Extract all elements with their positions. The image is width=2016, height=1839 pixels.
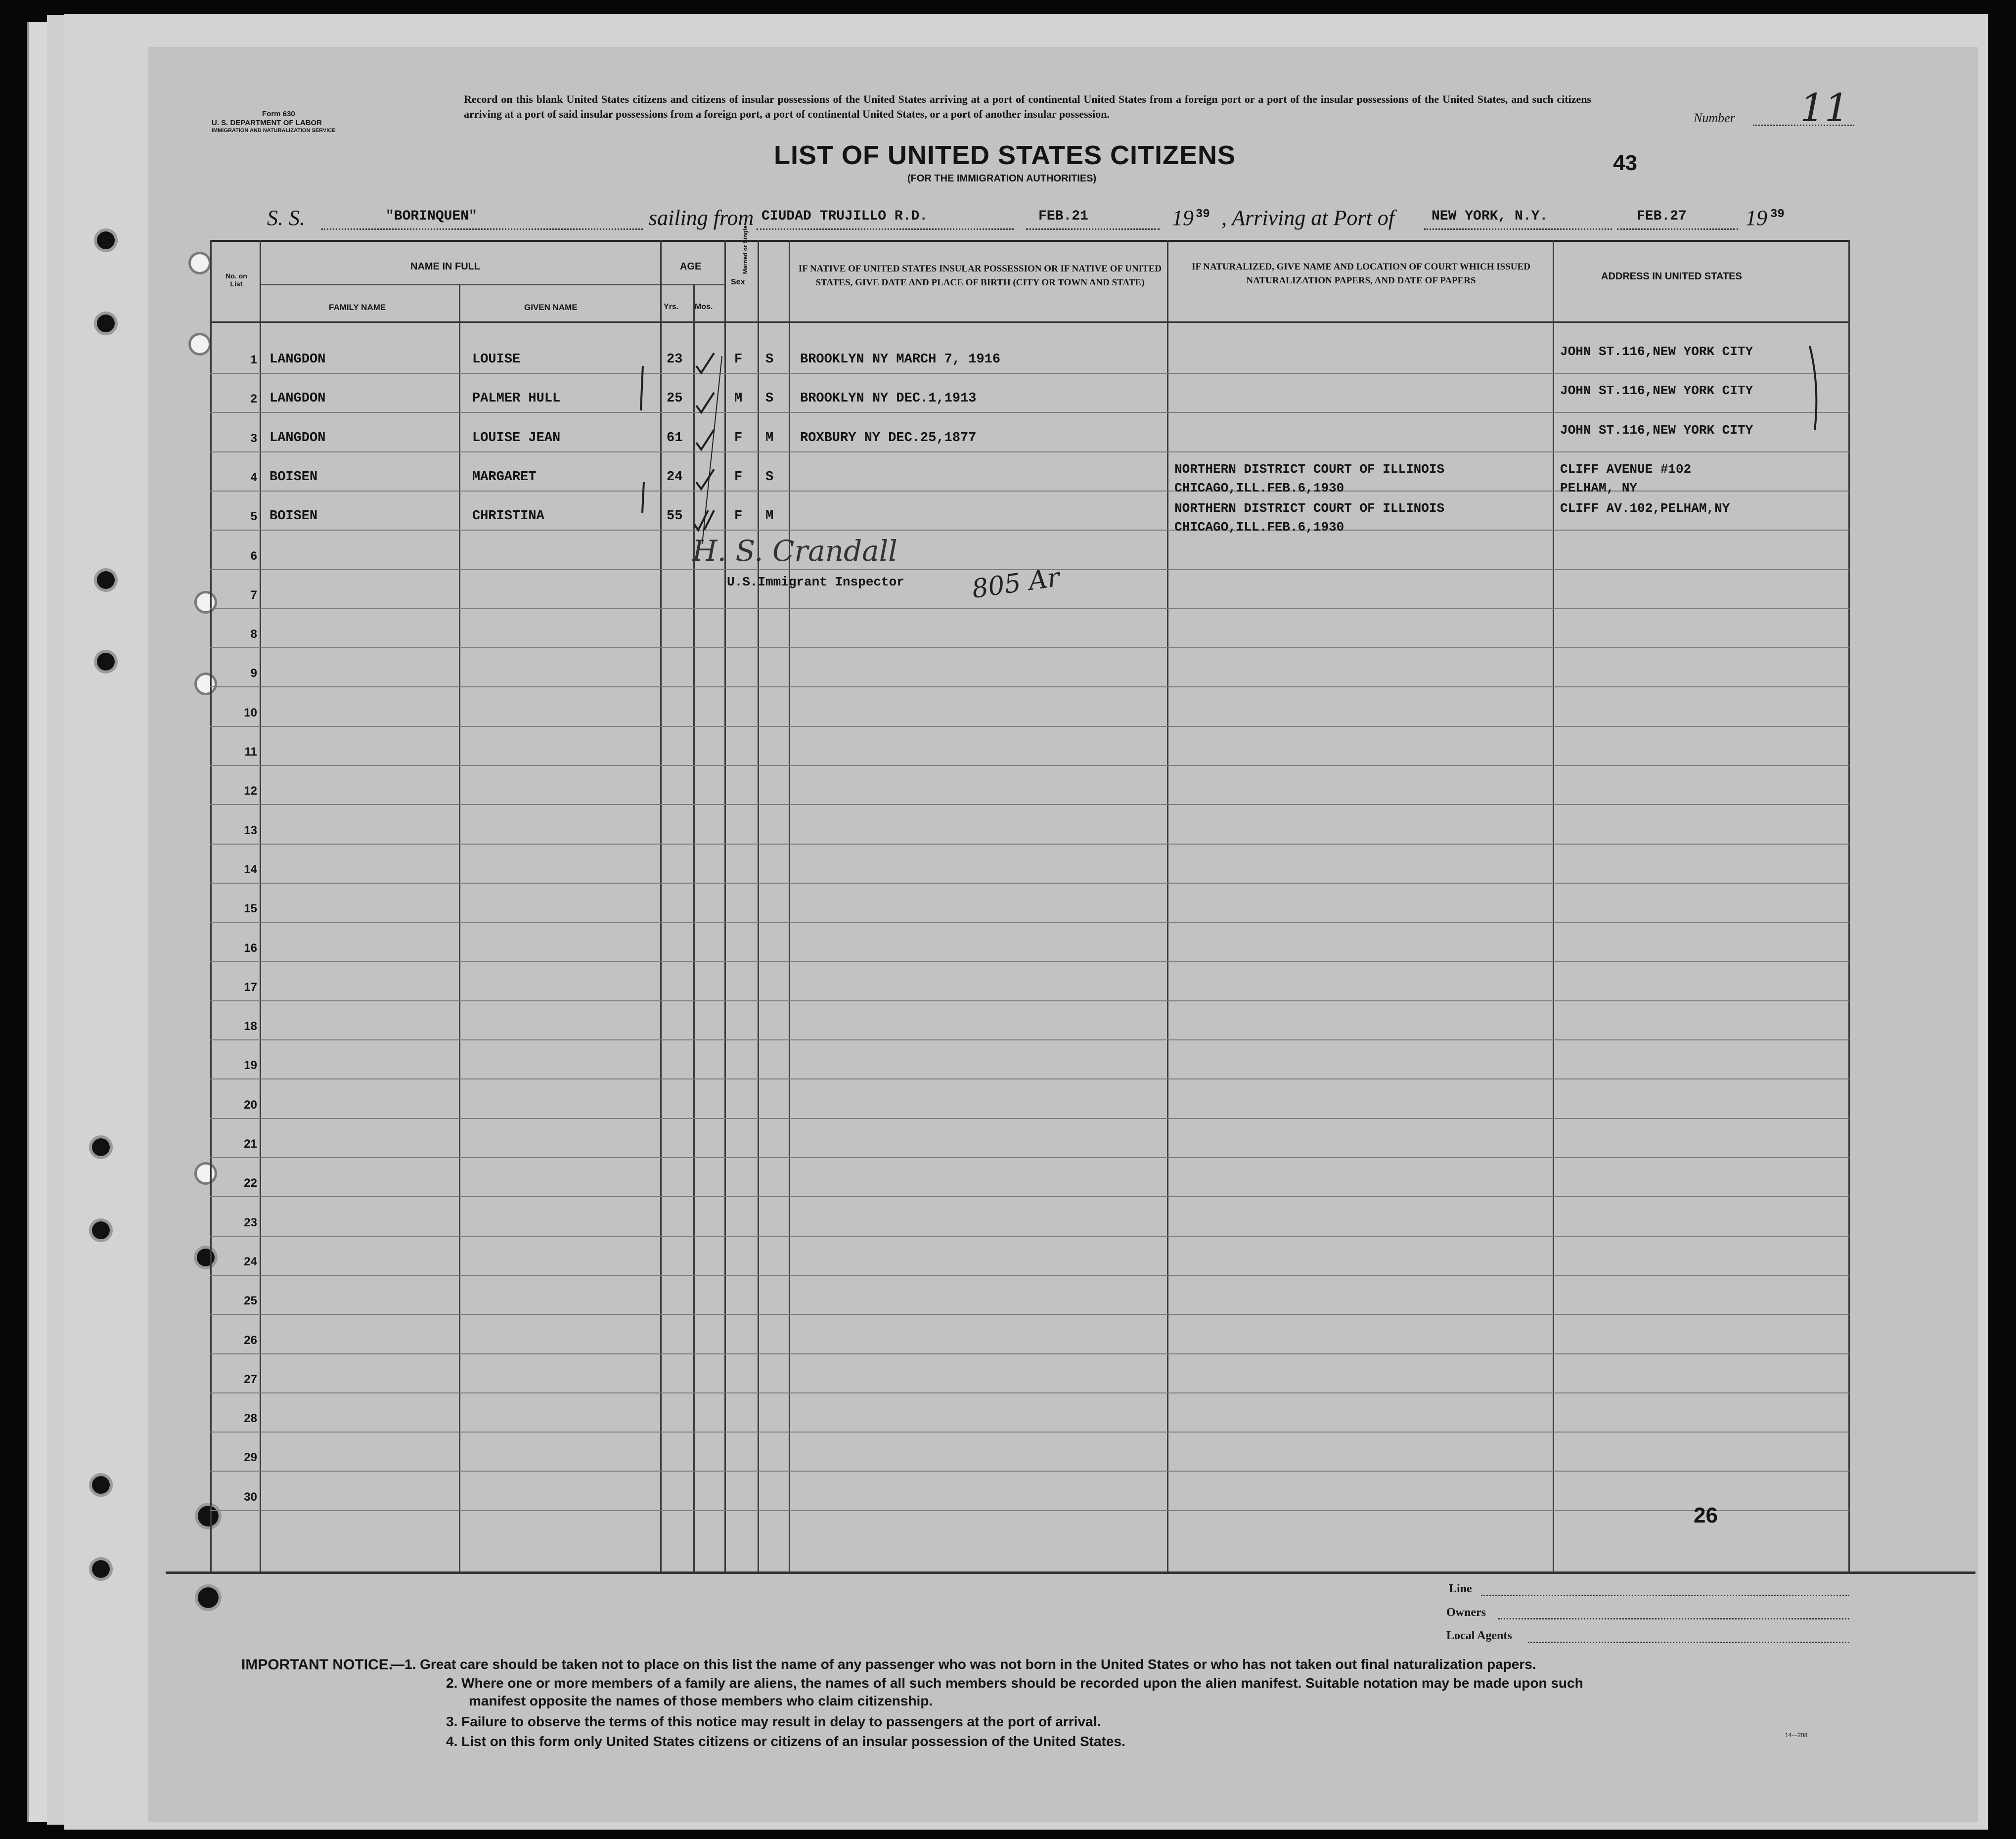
local-agents-field [1528, 1642, 1849, 1643]
row-number: 6 [250, 549, 257, 563]
check-mark [696, 353, 714, 373]
form-instructions: Record on this blank United States citizens and citizens of insular possessions of the United States arriving at a port of continental United States from a foreign port or a port of the insular possessions of the United States, and such citizens arriving at a port of said insular possessions from a foreign port, a port of continental United States, or a port of another insular possession. [464, 93, 1591, 120]
header-address: ADDRESS IN UNITED STATES [1601, 271, 1742, 282]
sailing-from-label: sailing from [649, 206, 754, 230]
row-number: 21 [244, 1137, 257, 1151]
header-mos: Mos. [695, 303, 713, 311]
form-code: 14—208 [1785, 1732, 1808, 1739]
row-age-years: 25 [667, 391, 683, 406]
bracket-mark [641, 366, 643, 410]
bracket-mark [1810, 346, 1816, 430]
row-birthplace: ROXBURY NY DEC.25,1877 [800, 430, 977, 446]
row-sex: M [734, 391, 743, 406]
notice-4: 4. List on this form only United States citizens or citizens of an insular possession of the United States. [446, 1734, 1125, 1749]
row-number: 10 [244, 706, 257, 719]
row-marital-status: S [765, 391, 774, 406]
header-age: AGE [680, 261, 702, 272]
header-birth: IF NATIVE OF UNITED STATES INSULAR POSSESSION OR IF NATIVE OF UNITED STATES, GIVE DATE AND PLACE OF BIRTH (CITY OR TOWN AND STATE) [798, 264, 1162, 288]
notice-2b: manifest opposite the names of those members who claim citizenship. [469, 1693, 933, 1708]
header-given-name: GIVEN NAME [524, 303, 578, 312]
check-mark [696, 469, 714, 489]
header-name-in-full: NAME IN FULL [410, 261, 481, 272]
line-label: Line [1449, 1582, 1472, 1595]
arrival-year-prefix: 19 [1746, 206, 1767, 230]
row-sex: F [734, 352, 743, 367]
row-number: 29 [244, 1451, 257, 1465]
row-court-location-date: CHICAGO,ILL.FEB.6,1930 [1174, 480, 1344, 495]
row-number: 26 [244, 1333, 257, 1347]
row-family-name: LANGDON [269, 430, 326, 446]
row-number: 13 [244, 823, 257, 837]
row-number: 5 [250, 510, 257, 524]
row-number: 22 [244, 1176, 257, 1190]
row-number: 27 [244, 1372, 257, 1386]
handwritten-note: 805 Ar [970, 562, 1062, 605]
header-yrs: Yrs. [664, 303, 679, 311]
arrival-year: 39 [1770, 208, 1785, 221]
arrival-port: NEW YORK, N.Y. [1432, 209, 1548, 224]
row-court-location-date: CHICAGO,ILL.FEB.6,1930 [1174, 520, 1344, 535]
line-field [1481, 1595, 1849, 1596]
header-married-single: Married or Single [742, 225, 749, 274]
row-given-name: MARGARET [472, 469, 537, 485]
row-given-name: LOUISE JEAN [472, 430, 561, 446]
header-sex: Sex [731, 278, 745, 286]
row-number: 28 [244, 1412, 257, 1426]
row-number: 2 [250, 392, 257, 406]
departure-year: 39 [1196, 208, 1210, 221]
row-number: 3 [250, 431, 257, 445]
row-number: 19 [244, 1059, 257, 1073]
row-number: 9 [250, 667, 257, 680]
row-given-name: CHRISTINA [472, 509, 544, 524]
number-value: 11 [1800, 86, 1849, 131]
row-number: 30 [244, 1490, 257, 1504]
row-number: 16 [244, 941, 257, 955]
form-title: LIST OF UNITED STATES CITIZENS [774, 140, 1236, 170]
header-no-on-list: No. on List [225, 272, 247, 288]
row-address-line1: JOHN ST.116,NEW YORK CITY [1560, 344, 1753, 359]
owners-label: Owners [1446, 1606, 1486, 1619]
row-number: 25 [244, 1294, 257, 1308]
department-name: U. S. DEPARTMENT OF LABOR [212, 119, 322, 127]
arriving-label: , Arriving at Port of [1221, 206, 1394, 230]
row-sex: F [734, 509, 743, 524]
row-number: 12 [244, 784, 257, 798]
notice-title: IMPORTANT NOTICE. [241, 1657, 393, 1673]
row-address-line1: JOHN ST.116,NEW YORK CITY [1560, 422, 1753, 438]
row-address-line1: JOHN ST.116,NEW YORK CITY [1560, 383, 1753, 399]
service-name: IMMIGRATION AND NATURALIZATION SERVICE [212, 128, 336, 134]
row-age-years: 55 [667, 509, 683, 524]
bracket-mark [642, 482, 644, 513]
row-sex: F [734, 469, 743, 485]
row-number: 8 [250, 628, 257, 641]
row-birthplace: BROOKLYN NY DEC.1,1913 [800, 391, 977, 406]
row-given-name: LOUISE [472, 352, 521, 367]
row-number: 11 [244, 745, 257, 759]
row-address-line1: CLIFF AVENUE #102 [1560, 461, 1692, 477]
page-number: 26 [1694, 1503, 1718, 1527]
row-family-name: BOISEN [269, 509, 318, 524]
row-age-years: 23 [667, 352, 683, 367]
row-marital-status: S [765, 469, 774, 485]
row-court-name: NORTHERN DISTRICT COURT OF ILLINOIS [1174, 501, 1445, 516]
header-family-name: FAMILY NAME [329, 303, 386, 312]
number-label: Number [1694, 111, 1735, 125]
inspector-title: U.S.Immigrant Inspector [727, 575, 904, 589]
row-number: 23 [244, 1215, 257, 1229]
arrival-date: FEB.27 [1637, 209, 1687, 224]
row-given-name: PALMER HULL [472, 391, 561, 406]
form-subtitle: (FOR THE IMMIGRATION AUTHORITIES) [907, 173, 1097, 184]
row-family-name: BOISEN [269, 469, 318, 485]
row-number: 4 [250, 470, 257, 484]
row-number: 7 [250, 588, 257, 602]
row-address-line1: CLIFF AV.102,PELHAM,NY [1560, 501, 1730, 516]
ss-label: S. S. [267, 206, 305, 230]
inspector-signature: H. S. Crandall [692, 534, 897, 568]
notice-2: 2. Where one or more members of a family are aliens, the names of all such members should be recorded upon the alien manifest. Suitable notation may be made upon such [446, 1675, 1583, 1691]
row-address-line2: PELHAM, NY [1560, 480, 1638, 495]
row-marital-status: M [765, 509, 774, 524]
row-number: 17 [244, 980, 257, 994]
row-court-name: NORTHERN DISTRICT COURT OF ILLINOIS [1174, 461, 1445, 477]
row-family-name: LANGDON [269, 352, 326, 367]
row-marital-status: S [765, 352, 774, 367]
notice-3: 3. Failure to observe the terms of this notice may result in delay to passengers at the port of arrival. [446, 1714, 1101, 1729]
row-marital-status: M [765, 430, 774, 446]
notice-1: —1. Great care should be taken not to place on this list the name of any passenger who was not born in the United States or who has not taken out final naturalization papers. [391, 1657, 1536, 1672]
row-number: 1 [250, 353, 257, 366]
row-sex: F [734, 430, 743, 446]
row-number: 20 [244, 1098, 257, 1112]
departure-date: FEB.21 [1038, 209, 1088, 224]
ship-name: "BORINQUEN" [386, 209, 477, 224]
row-number: 18 [244, 1020, 257, 1033]
form-number: Form 630 [262, 110, 295, 118]
row-age-years: 24 [667, 469, 683, 485]
row-number: 24 [244, 1255, 257, 1268]
owners-field [1498, 1618, 1849, 1619]
departure-port: CIUDAD TRUJILLO R.D. [762, 209, 928, 224]
header-naturalized: IF NATURALIZED, GIVE NAME AND LOCATION OF COURT WHICH ISSUED NATURALIZATION PAPERS, AND DATE OF PAPERS [1192, 262, 1530, 286]
local-agents-label: Local Agents [1446, 1629, 1512, 1642]
row-family-name: LANGDON [269, 391, 326, 406]
row-number: 14 [244, 862, 257, 876]
stamp-number: 43 [1613, 151, 1637, 175]
check-mark [696, 430, 714, 449]
row-number: 15 [244, 902, 257, 916]
check-mark [696, 393, 714, 412]
row-age-years: 61 [667, 430, 683, 446]
departure-year-prefix: 19 [1172, 206, 1194, 230]
row-birthplace: BROOKLYN NY MARCH 7, 1916 [800, 352, 1001, 367]
